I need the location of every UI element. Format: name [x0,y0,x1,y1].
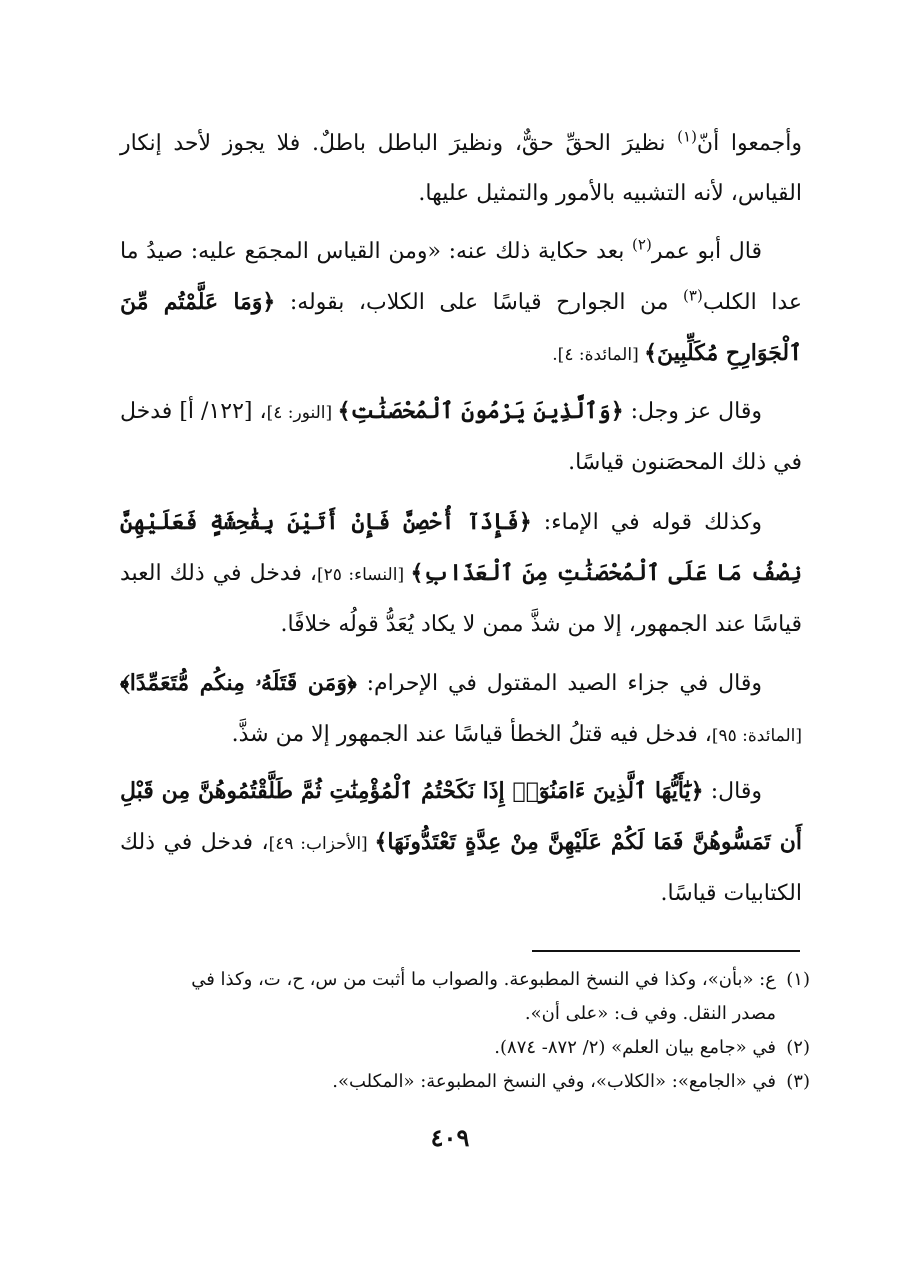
footnote-1-continued [120,997,810,1031]
paragraph-3 [120,386,802,488]
footnote-text: ع: «بأن»، وكذا في النسخ المطبوعة. والصواب ما أثبت من س، ح، ت، وكذا في [191,969,776,990]
footnote-marker-2: (٢) [632,235,652,254]
paragraph-text: وأجمعوا أنّ [696,131,802,156]
footnote-number: (١) [786,969,810,990]
page-number: ٤٠٩ [430,1123,470,1152]
verse-reference: [الأحزاب: ٤٩] [268,834,375,854]
quran-verse: ﴿فَإِذَآ أُحْصِنَّ فَإِنْ أَتَيْنَ بِفَٰحِشَةٍ فَعَلَيْهِنَّ نِصْفُ مَا عَلَى ٱلْمُحْصَنَٰتِ مِنَ ٱلْعَذَابِ﴾ [120,509,802,586]
footnote-marker-3: (٣) [683,286,703,305]
footnote-marker-1: (١) [677,127,697,146]
footnotes [120,963,810,1099]
paragraph-text: وكذلك قوله في الإماء: [531,510,763,535]
paragraph-text: وقال في جزاء الصيد المقتول في الإحرام: [356,671,762,696]
footnote-2 [120,1031,810,1065]
quran-verse: ﴿وَٱلَّذِينَ يَرْمُونَ ٱلْمُحْصَنَٰتِ﴾ [337,398,624,424]
paragraph-6 [120,766,802,919]
paragraph-text: نظيرَ الحقِّ حقٌّ، ونظيرَ الباطل باطلٌ. فلا يجوز لأحد إنكار القياس، لأنه التشبيه بالأمور والتمثيل عليها. [120,131,802,206]
quran-verse: ﴿وَمَا عَلَّمْتُم مِّنَ ٱلْجَوَارِحِ مُكَلِّبِينَ﴾ [120,289,802,366]
paragraph-text: قال أبو عمر [651,239,762,264]
footnote-text: في «الجامع»: «الكلاب»، وفي النسخ المطبوعة: «المكلب». [332,1071,776,1092]
paragraph-text: ، فدخل في ذلك الكتابيات قياسًا. [120,830,802,906]
quran-verse: ﴿وَمَن قَتَلَهُۥ مِنكُم مُّتَعَمِّدًا﴾ [120,670,357,696]
paragraph-text: بعد حكاية ذلك عنه: «ومن القياس المجمَع عليه: صيدُ ما عدا الكلب [120,239,802,315]
verse-reference: [النور: ٤] [266,403,338,423]
paragraph-2 [120,227,802,380]
quran-verse: ﴿يَٰٓأَيُّهَا ٱلَّذِينَ ءَامَنُوٓا۟ إِذَا نَكَحْتُمُ ٱلْمُؤْمِنَٰتِ ثُمَّ طَلَّقْتُمُوهُنَّ مِن قَبْلِ أَن تَمَسُّوهُنَّ فَمَا لَكُمْ عَلَيْهِنَّ مِنْ عِدَّةٍ تَعْتَدُّونَهَا﴾ [120,778,803,855]
paragraph-text: ، فدخل في ذلك العبد قياسًا عند الجمهور، إلا من شذَّ ممن لا يكاد يُعَدُّ قولُه خلافًا. [120,561,802,637]
footnote-text: في «جامع بيان العلم» (٢/ ٨٧٢- ٨٧٤). [494,1037,776,1058]
footnote-separator [532,950,800,952]
verse-reference: [المائدة: ٩٥] [711,726,802,746]
footnote-number: (٢) [786,1037,810,1058]
footnote-1 [120,963,810,997]
paragraph-text: وقال: [703,779,763,804]
verse-reference: [المائدة: ٤]. [552,345,645,365]
paragraph-4 [120,497,802,650]
paragraph-text: ، فدخل فيه قتلُ الخطأ قياسًا عند الجمهور إلا من شذَّ. [231,722,712,747]
paragraph-text: ، [١٢٢/ أ] فدخل في ذلك المحصَنون قياسًا. [120,399,802,475]
paragraph-1 [120,119,802,219]
paragraph-5 [120,658,802,761]
footnote-text: مصدر النقل. وفي ف: «على أن». [524,1003,776,1024]
footnote-number: (٣) [786,1071,810,1092]
paragraph-text: وقال عز وجل: [623,399,762,424]
footnote-3 [120,1065,810,1099]
verse-reference: [النساء: ٢٥] [317,565,411,585]
paragraph-text: من الجوارح قياسًا على الكلاب، بقوله: [275,290,684,315]
